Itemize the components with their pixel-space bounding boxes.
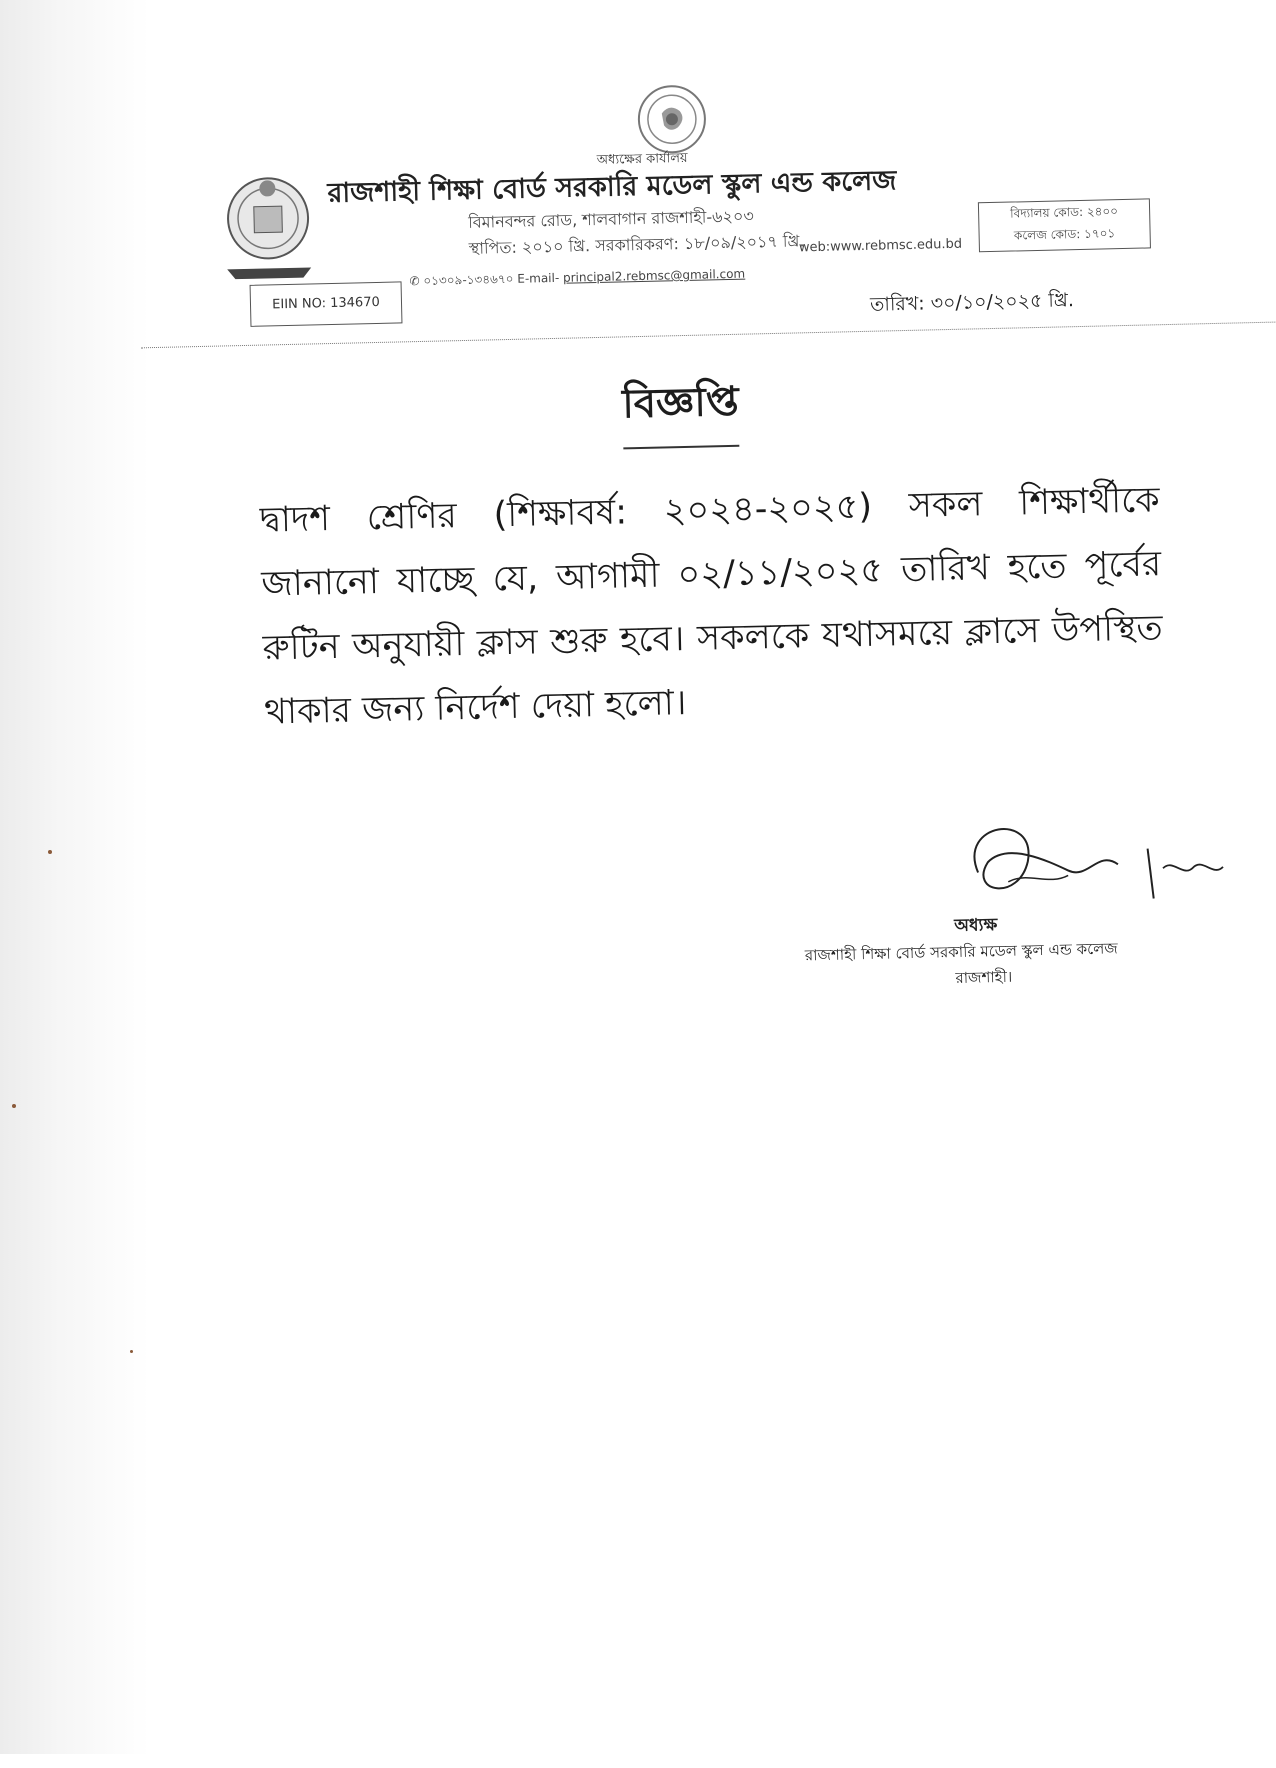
scan-speck — [48, 850, 52, 854]
notice-date: তারিখ: ৩০/১০/২০২৫ খ্রি. — [869, 289, 1075, 316]
government-seal-logo — [635, 82, 709, 156]
signatory-title: অধ্যক্ষ — [954, 915, 998, 937]
school-logo — [219, 167, 318, 289]
email-link[interactable]: principal2.rebmsc@gmail.com — [562, 266, 746, 285]
phone-icon: ✆ — [409, 273, 424, 289]
scan-speck — [130, 1350, 133, 1353]
eiin-number: EIIN NO: 134670 — [250, 281, 403, 326]
phone-number: ০১৩০৯-১৩৪৬৭০ E-mail- — [423, 270, 564, 288]
website: web:www.rebmsc.edu.bd — [798, 236, 963, 256]
notice-title: বিজ্ঞপ্তি — [622, 370, 740, 450]
signatory-organization: রাজশাহী শিক্ষা বোর্ড সরকারি মডেল স্কুল এন্ড কলেজ — [804, 939, 1118, 965]
scan-speck — [12, 1104, 16, 1108]
header-divider — [141, 321, 1276, 348]
signatory-city: রাজশাহী। — [955, 967, 1013, 988]
school-name: রাজশাহী শিক্ষা বোর্ড সরকারি মডেল স্কুল এন্ড কলেজ — [327, 165, 897, 210]
notice-body: দ্বাদশ শ্রেণির (শিক্ষাবর্ষ: ২০২৪-২০২৫) সকল শিক্ষার্থীকে জানানো যাচ্ছে যে, আগামী ০২/১১/২০২৫ তারিখ হতে পূর্বের রুটিন অনুযায়ী ক্লাস শুরু হবে। সকলকে যথাসময়ে ক্লাসে উপস্থিত থাকার জন্য নির্দেশ দেয়া হলো। — [259, 480, 1164, 733]
code-box — [978, 198, 1151, 252]
school-address: বিমানবন্দর রোড, শালবাগান রাজশাহী-৬২০৩ — [467, 206, 754, 232]
office-line: অধ্যক্ষের কার্যালয় — [596, 150, 688, 168]
college-code: কলেজ কোড: ১৭০১ — [1013, 226, 1116, 243]
school-code: বিদ্যালয় কোড: ২৪০০ — [1010, 204, 1119, 221]
contact-line — [409, 266, 745, 294]
established-info: স্থাপিত: ২০১০ খ্রি. সরকারিকরণ: ১৮/০৯/২০১৭ খ্রি. — [468, 231, 805, 258]
